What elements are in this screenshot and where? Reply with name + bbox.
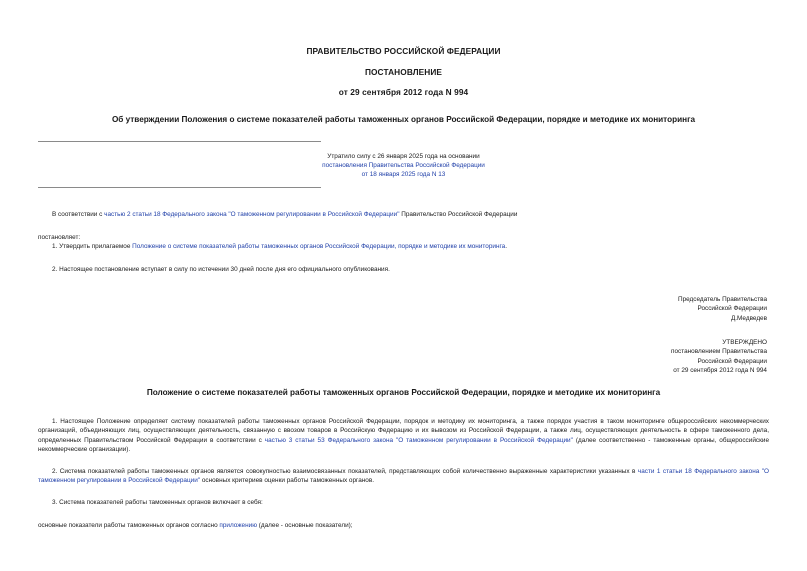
paragraph-1-text-after: (далее соответственно - таможенные органы, общероссийские некоммерческие организации). [38,436,770,454]
signature-position: Председатель Правительства [678,296,767,303]
item-1-text-after: . [505,243,507,250]
signature-country: Российской Федерации [697,305,767,313]
item-1 [38,242,769,251]
preamble [38,210,769,219]
paragraph-4-text-after: (далее - основные показатели); [257,522,353,529]
decides-line: постановляет: [38,234,81,241]
approval-mark: УТВЕРЖДЕНО [722,339,767,346]
paragraph-1-law-link[interactable]: частью 3 статьи 53 Федерального закона "О таможенном регулировании в Российской Федерации" [264,436,573,444]
paragraph-3: 3. Система показателей работы таможенных органов включает в себя: [52,499,263,506]
document-type: ПОСТАНОВЛЕНИЕ [364,67,443,77]
paragraph-2-text-after: основных критериев оценки работы таможенных органов. [200,477,375,485]
signature-name: Д.Медведев [730,314,767,322]
document-date-number: от 29 сентября 2012 года N 994 [338,87,469,97]
government-heading: ПРАВИТЕЛЬСТВО РОССИЙСКОЙ ФЕДЕРАЦИИ [306,46,501,56]
approval-country: Российской Федерации [697,357,767,365]
document-title: Об утверждении Положения о системе показателей работы таможенных органов Российской Федерации, порядке и методике их мониторинга [111,115,696,124]
paragraph-2-text-before: 2. Система показателей работы таможенных органов является совокупностью взаимосвязанных показателей, представляющих собой количественно выраженные характеристики указанных в [52,468,638,475]
paragraph-4-text-before: основные показатели работы таможенных органов согласно [38,522,220,529]
paragraph-4-appendix-link[interactable]: приложению [219,522,257,529]
item-1-regulation-link[interactable]: Положение о системе показателей работы таможенных органов Российской Федерации, порядке и методике их мониторинга [132,243,506,250]
item-1-text-before: 1. Утвердить прилагаемое [52,243,133,250]
approval-block [671,338,767,376]
preamble-text-after: Правительство Российской Федерации [399,211,518,218]
paragraph-1-text-before: 1. Настоящее Положение определяет систему показателей работы таможенных органов Российской Федерации, порядок и методику их мониторинга, а также порядок участия в таком мониторинге общероссийских некоммерческих организаций, объединяющих лиц, осуществляющих деятельность, связанную с ввозом товаров в Российскую Федерацию и их вывозом из Российской Федерации, а также лиц, осуществляющих деятельность в сфере таможенного дела, определенных Правительством Российской Федерации в соответствии с [38,418,769,444]
paragraph-2-law-link[interactable]: части 1 статьи 18 Федерального закона "О таможенном регулировании в Российской Федерации" [38,468,769,485]
status-note-link-2[interactable]: от 18 января 2025 года N 13 [361,171,446,178]
status-note-link-1[interactable]: постановления Правительства Российской Федерации [322,162,485,169]
signature-block [678,295,767,323]
paragraph-2 [38,467,769,486]
status-note [0,152,807,179]
status-note-text: Утратило силу с 26 января 2025 года на основании [327,153,480,160]
preamble-text-before: В соответствии с [52,211,105,218]
divider-top [38,141,321,142]
paragraph-1 [38,417,769,455]
paragraph-4 [38,521,769,530]
approval-decree: постановлением Правительства [671,348,767,356]
item-2: 2. Настоящее постановление вступает в силу по истечении 30 дней после дня его официального опубликования. [52,266,390,273]
preamble-law-link[interactable]: частью 2 статьи 18 Федерального закона "О таможенном регулировании в Российской Федерации" [104,211,400,218]
divider-bottom [38,187,321,188]
approval-date: от 29 сентября 2012 года N 994 [673,367,767,375]
regulation-title: Положение о системе показателей работы таможенных органов Российской Федерации, порядке и методике их мониторинга [146,388,661,397]
